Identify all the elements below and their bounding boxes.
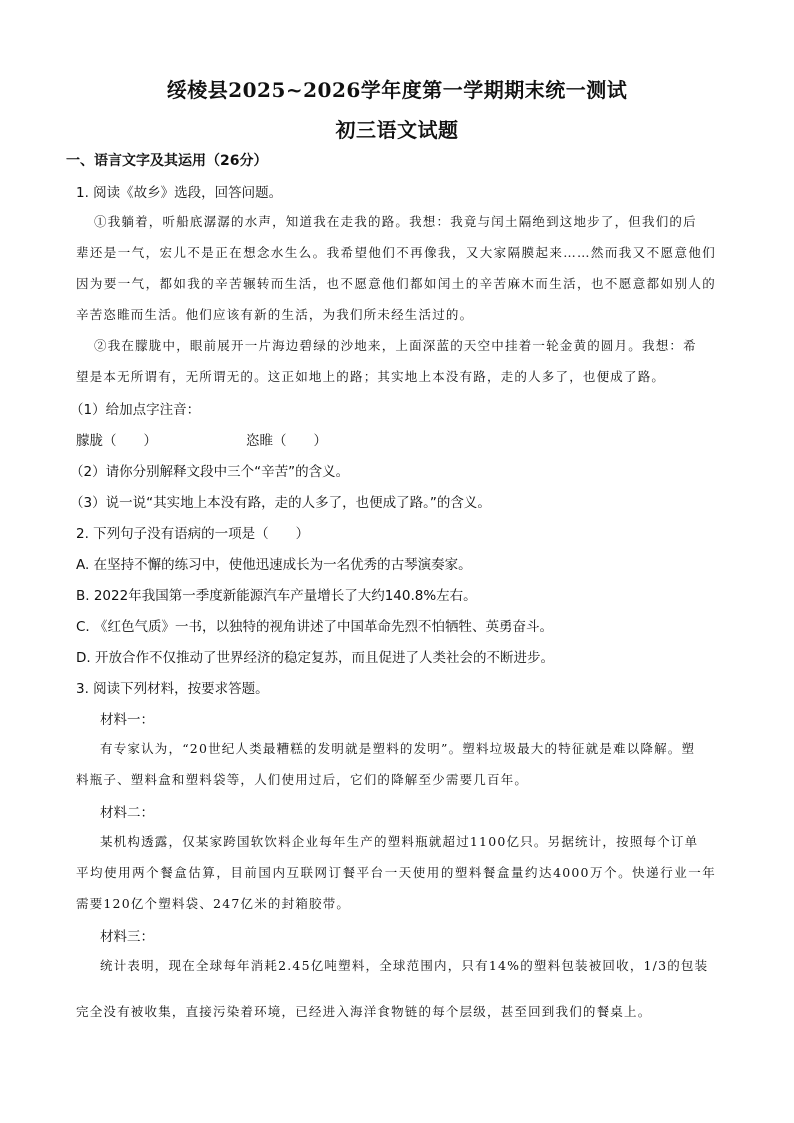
- material-line: 平均使用两个餐盒估算，目前国内互联网订餐平台一天使用的塑料餐盒量约达4000万个。快递行业一年: [76, 865, 716, 880]
- exam-title: 绥棱县2025~2026学年度第一学期期末统一测试: [166, 78, 628, 102]
- passage-line: 因为要一气，都如我的辛苦辗转而生活，也不愿意他们都如闰土的辛苦麻木而生活，也不愿意都如别人的: [76, 276, 716, 291]
- material-line: 有专家认为，“20世纪人类最糟糕的发明就是塑料的发明”。塑料垃圾最大的特征就是难以降解。塑: [100, 741, 696, 756]
- sub-question-3: （3）说一说“其实地上本没有路，走的人多了，也便成了路。”的含义。: [70, 495, 491, 511]
- question-1-stem: 1. 阅读《故乡》选段，回答问题。: [76, 185, 283, 201]
- material-1-title: 材料一：: [100, 712, 154, 728]
- sub-question-2: （2）请你分别解释文段中三个“辛苦”的含义。: [70, 464, 350, 480]
- passage-line: 辈还是一气，宏儿不是正在想念水生么。我希望他们不再像我，又大家隔膜起来……然而我又不愿意他们: [76, 245, 716, 260]
- passage-line: 辛苦恣睢而生活。他们应该有新的生活，为我们所未经生活过的。: [76, 307, 474, 322]
- material-line: 统计表明，现在全球每年消耗2.45亿吨塑料，全球范围内，只有14%的塑料包装被回收，1/3的包装: [100, 958, 709, 973]
- sub-question-1: （1）给加点字注音：: [70, 402, 201, 418]
- passage-line: 望是本无所谓有，无所谓无的。这正如地上的路；其实地上本没有路，走的人多了，也便成了路。: [76, 369, 666, 384]
- option-d[interactable]: D. 开放合作不仅推动了世界经济的稳定复苏，而且促进了人类社会的不断进步。: [76, 650, 554, 666]
- exam-subtitle: 初三语文试题: [335, 118, 459, 142]
- question-2-stem: 2. 下列句子没有语病的一项是（ ）: [76, 526, 310, 542]
- material-3-title: 材料三：: [100, 929, 154, 945]
- section-heading: 一、语言文字及其运用（26分）: [66, 153, 268, 169]
- material-line: 料瓶子、塑料盒和塑料袋等，人们使用过后，它们的降解至少需要几百年。: [76, 772, 529, 787]
- option-a[interactable]: A. 在坚持不懈的练习中，使他迅速成长为一名优秀的古琴演奏家。: [76, 557, 472, 573]
- pinyin-blank-2[interactable]: 恣睢（ ）: [246, 433, 327, 449]
- question-3-stem: 3. 阅读下列材料，按要求答题。: [76, 681, 269, 697]
- material-line: 某机构透露，仅某家跨国软饮料企业每年生产的塑料瓶就超过1100亿只。另据统计，按照每个订单: [100, 834, 699, 849]
- passage-line: ①我躺着，听船底潺潺的水声，知道我在走我的路。我想：我竟与闰土隔绝到这地步了，但我们的后: [94, 214, 697, 229]
- passage-line: ②我在朦胧中，眼前展开一片海边碧绿的沙地来，上面深蓝的天空中挂着一轮金黄的圆月。我想：希: [94, 338, 697, 353]
- material-line: 完全没有被收集，直接污染着环境，已经进入海洋食物链的每个层级，甚至回到我们的餐桌上。: [76, 1004, 652, 1019]
- pinyin-blank-1[interactable]: 朦胧（ ）: [76, 433, 157, 449]
- option-b[interactable]: B. 2022年我国第一季度新能源汽车产量增长了大约140.8%左右。: [76, 588, 477, 604]
- material-2-title: 材料二：: [100, 805, 154, 821]
- material-line: 需要120亿个塑料袋、247亿米的封箱胶带。: [76, 896, 351, 911]
- option-c[interactable]: C. 《红色气质》一书，以独特的视角讲述了中国革命先烈不怕牺牲、英勇奋斗。: [76, 619, 554, 635]
